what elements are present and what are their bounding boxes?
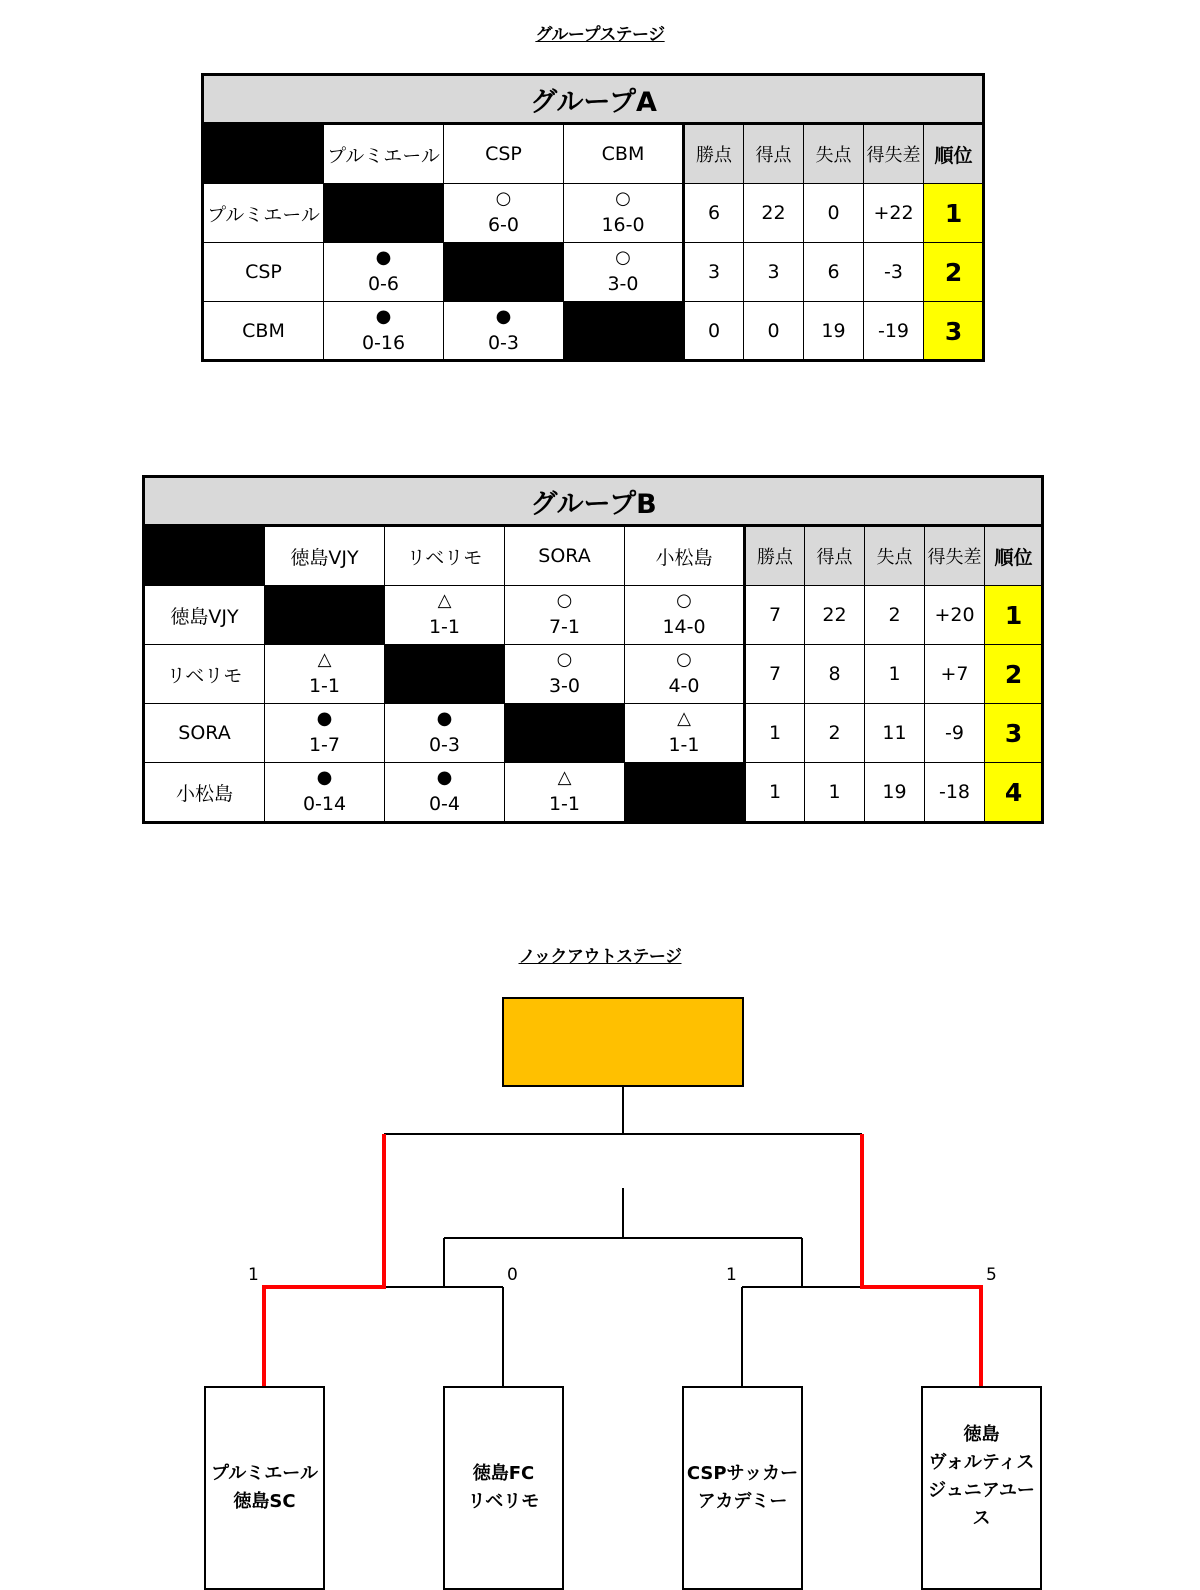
- points-header: 勝点: [684, 124, 744, 184]
- points-cell: 0: [684, 302, 744, 361]
- match-score: 6-0: [487, 214, 520, 236]
- goals-for-cell: 0: [744, 302, 804, 361]
- winner-path-right: [862, 1134, 981, 1388]
- team-score: 1: [248, 1265, 259, 1285]
- team-name-line: リベリモ: [467, 1491, 540, 1512]
- team-name-line: 徳島FC: [472, 1463, 535, 1484]
- goal-difference-header: 得失差: [864, 124, 924, 184]
- goals-for-cell: 1: [805, 763, 865, 822]
- team-name-line: プルミエール: [211, 1463, 318, 1484]
- column-team-header: CSP: [444, 124, 564, 184]
- result-mark: ●: [495, 306, 512, 327]
- column-team-header: 徳島VJY: [265, 526, 385, 586]
- points-cell: 1: [745, 763, 805, 822]
- match-score: 3-0: [607, 273, 639, 295]
- result-mark: ○: [556, 649, 573, 670]
- match-score: 4-0: [668, 675, 700, 697]
- row-team-name: 徳島VJY: [145, 586, 265, 645]
- result-mark: △: [677, 708, 691, 729]
- column-team-header: プルミエール: [324, 124, 444, 184]
- row-team-name: リベリモ: [145, 645, 265, 704]
- group-stage-heading: グループステージ: [535, 25, 665, 45]
- row-team-name: CSP: [204, 243, 324, 302]
- goals-against-cell: 0: [804, 184, 864, 243]
- result-mark: ●: [375, 306, 392, 327]
- goals-against-cell: 2: [865, 586, 925, 645]
- team-score: 1: [726, 1265, 737, 1285]
- goal-difference-cell: -19: [864, 302, 924, 361]
- match-score: 0-14: [302, 793, 347, 815]
- team-score: 5: [986, 1265, 997, 1285]
- match-score: 1-1: [428, 616, 461, 638]
- team-score: 0: [507, 1265, 518, 1285]
- points-cell: 6: [684, 184, 744, 243]
- result-mark: △: [557, 767, 572, 788]
- result-mark: ○: [676, 590, 692, 611]
- rank-header: 順位: [985, 526, 1043, 586]
- result-mark: ○: [495, 188, 512, 209]
- match-score: 1-7: [308, 734, 341, 756]
- result-mark: ○: [676, 649, 692, 670]
- rank-cell: 1: [985, 586, 1043, 645]
- column-team-header: SORA: [505, 526, 625, 586]
- result-mark: ○: [615, 188, 631, 209]
- match-score: 1-1: [308, 675, 341, 697]
- points-header: 勝点: [745, 526, 805, 586]
- match-score: 0-4: [428, 793, 461, 815]
- result-mark: ●: [436, 767, 453, 788]
- points-cell: 7: [745, 586, 805, 645]
- goals-for-cell: 8: [805, 645, 865, 704]
- points-cell: 7: [745, 645, 805, 704]
- goal-difference-cell: -18: [925, 763, 985, 822]
- goals-for-header: 得点: [744, 124, 804, 184]
- match-score: 1-1: [668, 734, 700, 756]
- result-mark: ●: [316, 767, 333, 788]
- goals-for-cell: 2: [805, 704, 865, 763]
- rank-header: 順位: [924, 124, 984, 184]
- team-box-tokushima-fc: [443, 1386, 564, 1590]
- goals-for-cell: 3: [744, 243, 804, 302]
- goals-against-cell: 19: [865, 763, 925, 822]
- match-score: 0-16: [361, 332, 406, 354]
- goal-difference-cell: +22: [864, 184, 924, 243]
- match-score: 16-0: [601, 214, 645, 236]
- points-cell: 1: [745, 704, 805, 763]
- knockout-stage-heading: ノックアウトステージ: [518, 947, 682, 967]
- goals-for-cell: 22: [805, 586, 865, 645]
- result-mark: △: [437, 590, 452, 611]
- rank-cell: 3: [924, 302, 984, 361]
- rank-cell: 2: [985, 645, 1043, 704]
- winner-path-left: [264, 1134, 384, 1388]
- goal-difference-header: 得失差: [925, 526, 985, 586]
- match-score: 0-6: [367, 273, 400, 295]
- match-score: 0-3: [487, 332, 520, 354]
- goal-difference-cell: +20: [925, 586, 985, 645]
- result-mark: ●: [316, 708, 333, 729]
- goals-against-cell: 1: [865, 645, 925, 704]
- group-a-title: グループA: [204, 76, 984, 124]
- rank-cell: 3: [985, 704, 1043, 763]
- match-score: 1-1: [548, 793, 581, 815]
- result-mark: △: [317, 649, 332, 670]
- team-name-line: CSPサッカー: [686, 1463, 799, 1484]
- result-mark: ●: [375, 247, 392, 268]
- goals-for-header: 得点: [805, 526, 865, 586]
- team-box-premiere: [204, 1386, 325, 1590]
- result-mark: ●: [436, 708, 453, 729]
- goals-against-header: 失点: [865, 526, 925, 586]
- group-b-title: グループB: [145, 478, 1043, 526]
- result-mark: ○: [615, 247, 631, 268]
- team-box-csp: [682, 1386, 803, 1590]
- team-box-vortis: [921, 1386, 1042, 1590]
- column-team-header: CBM: [564, 124, 684, 184]
- goal-difference-cell: -3: [864, 243, 924, 302]
- row-team-name: 小松島: [145, 763, 265, 822]
- goals-against-header: 失点: [804, 124, 864, 184]
- row-team-name: CBM: [204, 302, 324, 361]
- rank-cell: 2: [924, 243, 984, 302]
- team-name-line: ジュニアユー: [928, 1480, 1035, 1501]
- team-name-line: アカデミー: [697, 1491, 788, 1512]
- champion-box: [502, 997, 744, 1087]
- goals-for-cell: 22: [744, 184, 804, 243]
- result-mark: ○: [556, 590, 573, 611]
- row-team-name: SORA: [145, 704, 265, 763]
- points-cell: 3: [684, 243, 744, 302]
- goals-against-cell: 19: [804, 302, 864, 361]
- match-score: 14-0: [662, 616, 706, 638]
- goal-difference-cell: -9: [925, 704, 985, 763]
- row-team-name: プルミエール: [204, 184, 324, 243]
- rank-cell: 1: [924, 184, 984, 243]
- team-name-line: ヴォルティス: [928, 1452, 1035, 1473]
- match-score: 7-1: [548, 616, 581, 638]
- goals-against-cell: 11: [865, 704, 925, 763]
- match-score: 0-3: [428, 734, 461, 756]
- rank-cell: 4: [985, 763, 1043, 822]
- team-name-line: 徳島: [963, 1424, 1000, 1445]
- column-team-header: リベリモ: [385, 526, 505, 586]
- column-team-header: 小松島: [625, 526, 745, 586]
- match-score: 3-0: [548, 675, 581, 697]
- goals-against-cell: 6: [804, 243, 864, 302]
- team-name-line: ス: [972, 1508, 991, 1529]
- goal-difference-cell: +7: [925, 645, 985, 704]
- team-name-line: 徳島SC: [233, 1491, 296, 1512]
